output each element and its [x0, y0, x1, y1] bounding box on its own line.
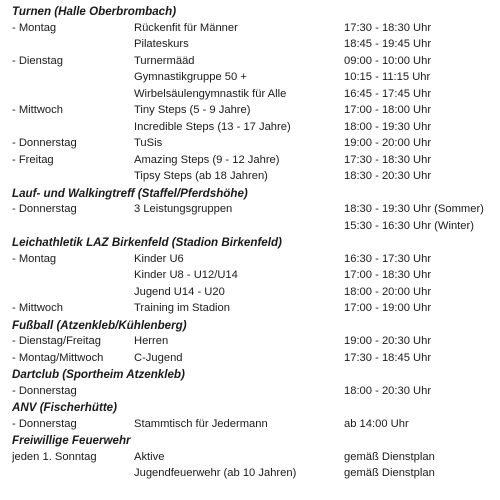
section-title: Leichathletik LAZ Birkenfeld (Stadion Birkenfeld)	[12, 236, 282, 249]
activity-cell: Incredible Steps (13 - 17 Jahre)	[134, 120, 291, 133]
schedule-row	[0, 352, 500, 368]
activity-cell: Kinder U6	[134, 252, 184, 265]
schedule-row	[0, 104, 500, 120]
activity-cell: Pilateskurs	[134, 38, 189, 50]
time-cell: 16:30 - 17:30 Uhr	[344, 252, 432, 265]
time-cell: 18:30 - 19:30 Uhr (Sommer)	[344, 203, 484, 215]
activity-cell: Training im Stadion	[134, 302, 230, 314]
time-cell: 17:00 - 18:00 Uhr	[344, 104, 432, 116]
day-cell: jeden 1. Sonntag	[12, 450, 97, 463]
activity-cell: Jugendfeuerwehr (ab 10 Jahren)	[134, 467, 297, 479]
activity-cell: Turnermääd	[134, 54, 195, 67]
activity-cell: Wirbelsäulengymnastik für Alle	[134, 87, 287, 100]
schedule-row	[0, 253, 500, 269]
activity-cell: Rückenfit für Männer	[134, 21, 238, 34]
activity-cell: Herren	[134, 335, 169, 347]
time-cell: 16:45 - 17:45 Uhr	[344, 87, 432, 100]
schedule-row	[0, 154, 500, 170]
time-cell: ab 14:00 Uhr	[344, 417, 409, 430]
schedule-row	[0, 269, 500, 285]
activity-cell: Stammtisch für Jedermann	[134, 417, 268, 430]
schedule-row	[0, 137, 500, 153]
schedule-row	[0, 38, 500, 54]
time-cell: 18:45 - 19:45 Uhr	[344, 38, 432, 50]
schedule-row	[0, 203, 500, 219]
time-cell: 09:00 - 10:00 Uhr	[344, 54, 432, 67]
schedule-row	[0, 335, 500, 351]
time-cell: 19:00 - 20:00 Uhr	[344, 137, 432, 149]
time-cell: 17:00 - 19:00 Uhr	[344, 302, 432, 314]
day-cell: - Donnerstag	[12, 384, 77, 397]
day-cell: - Montag/Mittwoch	[12, 351, 104, 364]
day-cell: - Montag	[12, 252, 57, 265]
activity-cell: Jugend U14 - U20	[134, 285, 225, 298]
activity-cell: Gymnastikgruppe 50 +	[134, 71, 247, 83]
schedule-row	[0, 88, 500, 104]
schedule-row	[0, 121, 500, 137]
section-title: ANV (Fischerhütte)	[12, 401, 117, 414]
time-cell: 19:00 - 20:30 Uhr	[344, 335, 432, 347]
schedule-row	[0, 286, 500, 302]
time-cell: 15:30 - 16:30 Uhr (Winter)	[344, 219, 474, 232]
time-cell: 18:30 - 20:30 Uhr	[344, 170, 432, 182]
activity-cell: Aktive	[134, 450, 165, 463]
time-cell: 17:00 - 18:30 Uhr	[344, 269, 432, 281]
activity-cell: C-Jugend	[134, 351, 183, 364]
time-cell: 17:30 - 18:45 Uhr	[344, 351, 432, 364]
time-cell: 17:30 - 18:30 Uhr	[344, 153, 432, 166]
day-cell: - Montag	[12, 21, 57, 34]
section-title: Dartclub (Sportheim Atzenkleb)	[12, 368, 185, 381]
schedule-row	[0, 220, 500, 236]
schedule-row	[0, 302, 500, 318]
day-cell: - Mittwoch	[12, 104, 63, 116]
day-cell: - Dienstag	[12, 54, 63, 67]
section-title: Fußball (Atzenkleb/Kühlenberg)	[12, 318, 187, 332]
day-cell: - Dienstag/Freitag	[12, 335, 101, 347]
activity-cell: Tiny Steps (5 - 9 Jahre)	[134, 104, 251, 116]
activity-cell: 3 Leistungsgruppen	[134, 203, 233, 215]
schedule-row	[0, 170, 500, 186]
time-cell: 10:15 - 11:15 Uhr	[344, 71, 431, 83]
time-cell: gemäß Dienstplan	[344, 467, 435, 479]
day-cell: - Mittwoch	[12, 302, 63, 314]
time-cell: 18:00 - 20:00 Uhr	[344, 285, 432, 298]
day-cell: - Donnerstag	[12, 137, 77, 149]
section-title: Lauf- und Walkingtreff (Staffel/Pferdshöhe)	[12, 186, 248, 200]
time-cell: 18:00 - 20:30 Uhr	[344, 384, 432, 397]
day-cell: - Donnerstag	[12, 417, 77, 430]
schedule-row	[0, 55, 500, 71]
day-cell: - Donnerstag	[12, 203, 77, 215]
day-cell: - Freitag	[12, 153, 54, 166]
activity-cell: Amazing Steps (9 - 12 Jahre)	[134, 153, 280, 166]
schedule-row	[0, 71, 500, 87]
schedule-row	[0, 385, 500, 401]
time-cell: 18:00 - 19:30 Uhr	[344, 120, 432, 133]
activity-cell: TuSis	[134, 137, 163, 149]
activity-cell: Tipsy Steps (ab 18 Jahren)	[134, 170, 268, 182]
schedule-row	[0, 467, 500, 483]
section-title: Turnen (Halle Oberbrombach)	[12, 5, 177, 18]
time-cell: gemäß Dienstplan	[344, 450, 435, 463]
section-title: Freiwillige Feuerwehr	[12, 434, 131, 447]
time-cell: 17:30 - 18:30 Uhr	[344, 21, 432, 34]
activity-cell: Kinder U8 - U12/U14	[134, 269, 238, 281]
schedule-row	[0, 22, 500, 38]
schedule-row	[0, 418, 500, 434]
schedule-row	[0, 451, 500, 467]
